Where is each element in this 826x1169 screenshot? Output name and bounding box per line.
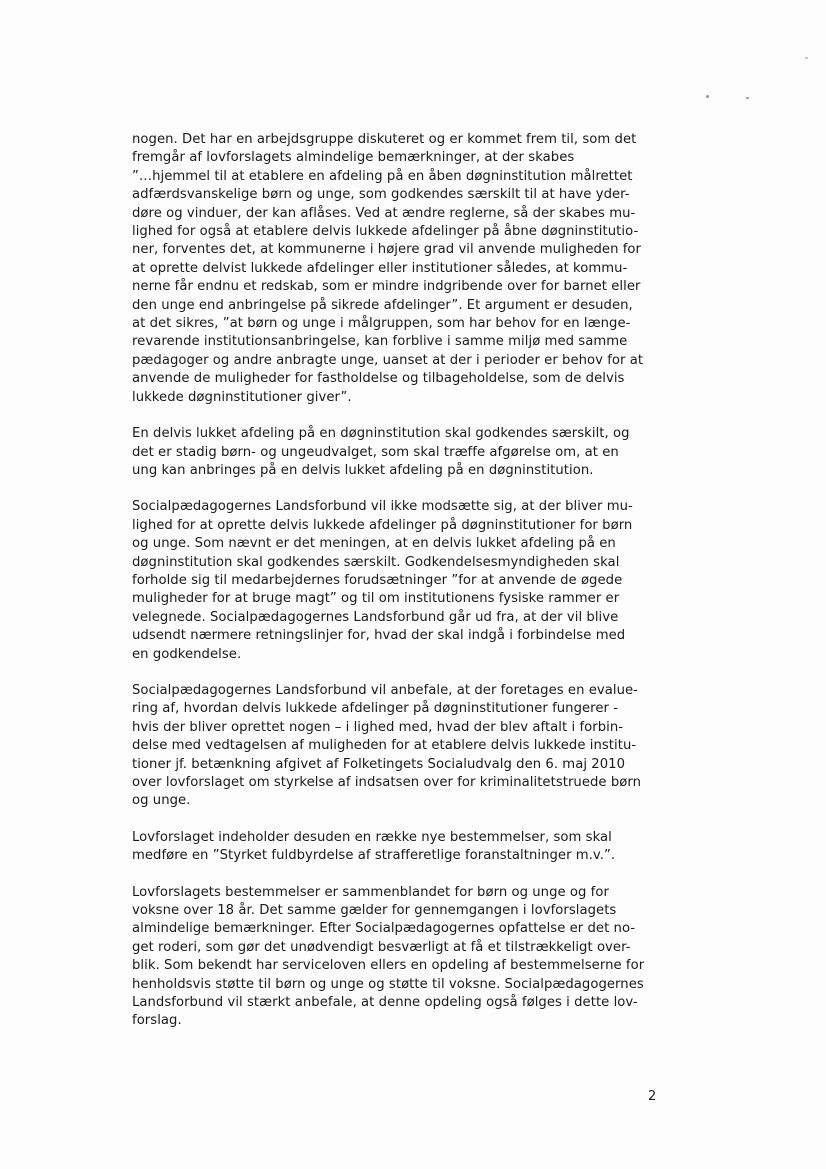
page-number: 2 xyxy=(648,1089,657,1104)
paragraph: Lovforslagets bestemmelser er sammenblandet for børn og unge og for voksne over 18 år. Det samme gælder for gennemgangen i lovforslagets almindelige bemærkninger. Efter Socialpædagogernes opfattelse er det no- get roderi, som gør det unødvendigt besværligt at få et tilstrækkeligt over- blik. Som bekendt har serviceloven ellers en opdeling af bestemmelserne for henholdsvis støtte til børn og unge og støtte til voksne. Socialpædagogernes Landsforbund vil stærkt anbefale, at denne opdeling også følges i dette lov- forslag. xyxy=(132,884,645,1029)
document-body xyxy=(132,131,652,1049)
scan-speck xyxy=(706,95,709,98)
scan-speck xyxy=(746,97,749,99)
scan-speck xyxy=(805,57,808,59)
paragraph: Socialpædagogernes Landsforbund vil anbefale, at der foretages en evalue- ring af, hvordan delvis lukkede afdelinger på døgninstitutioner fungerer - hvis der bliver oprettet nogen – i lighed med, hvad der blev aftalt i forbin- delse med vedtagelsen af muligheden for at etablere delvis lukkede institu- tioner jf. betænkning afgivet af Folketingets Socialudvalg den 6. maj 2010 over lovforslaget om styrkelse af indsatsen over for kriminalitetstruede børn og unge. xyxy=(132,682,642,809)
paragraph: Lovforslaget indeholder desuden en række nye bestemmelser, som skal medføre en ”Styrket fuldbyrdelse af strafferetlige foranstaltninger m.v.”. xyxy=(132,829,616,864)
paragraph: nogen. Det har en arbejdsgruppe diskuteret og er kommet frem til, som det fremgår af lovforslagets almindelige bemærkninger, at der skabes ”…hjemmel til at etablere en afdeling på en åben døgninstitution målrettet adfærdsvanskelige børn og unge, som godkendes særskilt til at have yder- døre og vinduer, der kan aflåses. Ved at ændre reglerne, så der skabes mu- lighed for også at etablere delvis lukkede afdelinger på åbne døgninstitutio- ner, forventes det, at kommunerne i højere grad vil anvende muligheden for at oprette delvist lukkede afdelinger eller institutioner således, at kommu- nerne får endnu et redskab, som er mindre indgribende over for barnet eller den unge end anbringelse på sikrede afdelinger”. Et argument er desuden, at det sikres, ”at børn og unge i målgruppen, som har behov for en længe- revarende institutionsanbringelse, kan forblive i samme miljø med samme pædagoger og andre anbragte unge, uanset at der i perioder er behov for at anvende de muligheder for fastholdelse og tilbageholdelse, som de delvis lukkede døgninstitutioner giver”. xyxy=(132,132,644,405)
paragraph: En delvis lukket afdeling på en døgninstitution skal godkendes særskilt, og det er stadig børn- og ungeudvalget, som skal træffe afgørelse om, at en ung kan anbringes på en delvis lukket afdeling på en døgninstitution. xyxy=(132,426,630,478)
paragraph: Socialpædagogernes Landsforbund vil ikke modsætte sig, at der bliver mu- lighed for at oprette delvis lukkede afdelinger på døgninstitutioner for børn og unge. Som nævnt er det meningen, at en delvis lukket afdeling på en døgninstitution skal godkendes særskilt. Godkendelsesmyndigheden skal forholde sig til medarbejdernes forudsætninger ”for at anvende de øgede muligheder for at bruge magt” og til om institutionens fysiske rammer er velegnede. Socialpædagogernes Landsforbund går ud fra, at der vil blive udsendt nærmere retningslinjer for, hvad der skal indgå i forbindelse med en godkendelse. xyxy=(132,499,633,662)
